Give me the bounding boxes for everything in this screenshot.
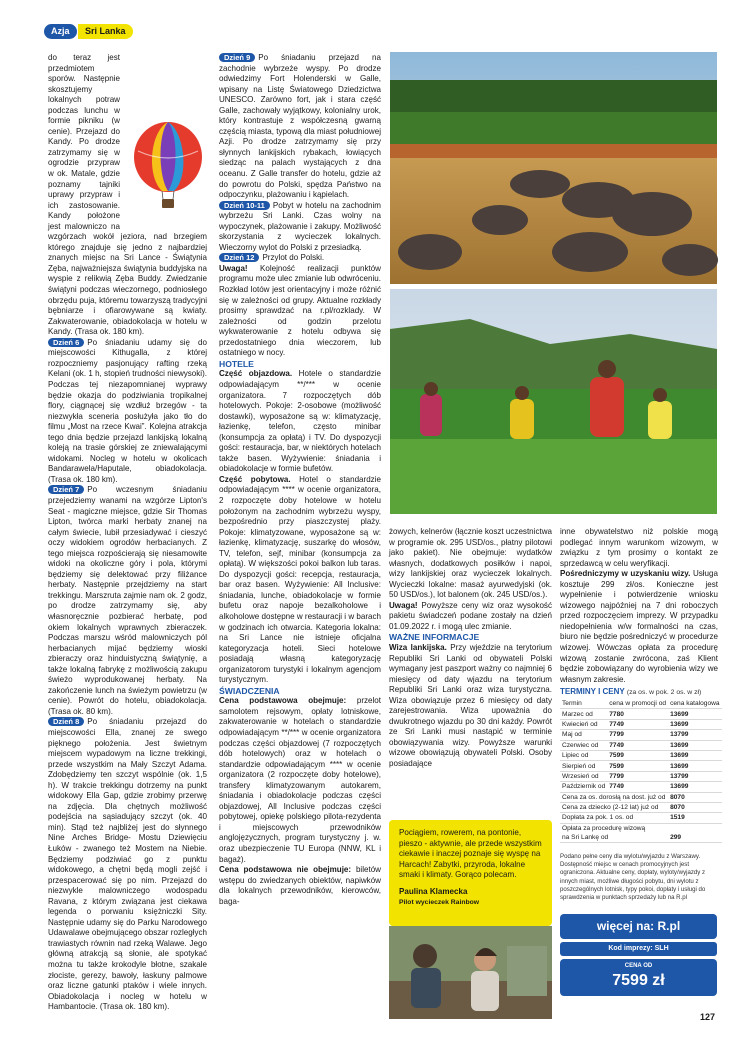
th-catalog: cena katalogowa [670, 700, 720, 708]
column-3 [389, 527, 552, 817]
pilot-role: Pilot wycieczek Rainbow [399, 898, 480, 906]
page-number: 127 [700, 1012, 716, 1022]
czesc-objazdowa-label: Część objazdowa. [219, 369, 293, 379]
wazne-heading: WAŻNE INFORMACJE [389, 632, 480, 643]
table-header-row [560, 699, 722, 709]
extras-row: Opłata za procedurę wizową [562, 824, 646, 832]
column-2 [219, 53, 381, 1008]
day-12-text: Przylot do Polski. [262, 253, 325, 263]
country-tag: Sri Lanka [78, 24, 133, 39]
day-9-chip: Dzień 9 [219, 53, 255, 62]
table-row: Kwiecień od 7749 13699 [560, 719, 722, 729]
day-8-text: Po śniadaniu przejazd do miejscowości Ella, znanej ze swego pięknego położenia. Jest świetnym miejscem wypadowym na liczne trekkingi, przede wszystkim na Mały Szczyt Adama. Zdobędziemy ten szczyt wspólnie (ok. 1,5 h). W trakcie trekkingu dotrzemy na punkt widokowy Ella Gap, gdzie zrobimy przerwę na zdjęcia. Dla chętnych możliwość podejścia na sąsiadujący szczyt (ok. 40 min). Stąd też najbliżej jest do słynnego Nine Arches Bridge- Mostu Dziewięciu Łuków - zwanego też Mostem na Niebie. Będziemy podziwiać go z punktu widokowego, a chętni będą mogli zejść i przespacerować się po nim. Przejazd do niezwykle malowniczego wodospadu Ravana, z którym związana jest ciekawa legenda o porwaniu księżniczki Sity. Następnie udamy się do Parku Narodowego Udawalawe obejmującego obszar rozległych trawiastych równin nad rzeką Walawe. Jego główną atrakcją są słonie, ale spotykać można tu także krokodyle błotne, szakale złociste, gerezy, bawoły, łaskuny palmowe oraz liczne gatunki ptaków i wiele innych. Obiadokolacja i nocleg w hotelu w Hambantocie. (Trasa ok. 180 km). [48, 717, 207, 1012]
posredniczymy-label: Pośredniczymy w uzyskaniu wizy. [560, 569, 691, 579]
table-row: Maj od 7799 13799 [560, 730, 722, 740]
table-row: Październik od 7749 13699 [560, 782, 722, 792]
tea-pickers-photo [390, 289, 717, 514]
cena-obejmuje-label: Cena podstawowa obejmuje: [219, 696, 347, 706]
uwaga-text: Kolejność realizacji punktów programu może ulec zmianie lub odwróceniu. Rozkład lotów jest orientacyjny i może różnić się w zależności od grupy. Aktualne rozkłady prosimy sprawdzać na r.pl/rozklady. W zależności od godzin przelotu wykwaterowanie z hotelu odbywa się przedostatniego dnia wieczorem, lub ostatniego w nocy. [219, 263, 381, 358]
extras-row: Dopłata za pok. 1 os. od 1519 [560, 813, 722, 823]
day-10-11-text: Pobyt w hotelu na zachodnim wybrzeżu Sri Lanki. Czas wolny na wypoczynek, plażowanie i zakupy. Możliwość skorzystania z wycieczek lokalnych. Wieczorny wylot do Polski z przesiadką. [219, 200, 381, 252]
more-info-link[interactable]: więcej na: R.pl [560, 914, 717, 939]
czesc-pobytowa-text: Hotel o standardzie odpowiadającym **** w ocenie organizatora, 2 rozpoczęte doby hotelowe w hotelu położonym na zachodnim wybrzeżu wyspy, bezpośrednio przy piaszczystej plaży. Pokoje: klimatyzowane, wyposażone są w: łazienkę, klimatyzację, suszarkę do włosów, TV, telefon, sejf, minibar (konsumpcja za opłatą). W większości pokoi balkon lub taras. Do dyspozycji gości: recepcja, restauracja, bar oraz basen. Wyżywienie: All Inclusive: śniadania, lunche, obiadokolacje w formie bufetu oraz napoje bezalkoholowe i alkoholowe dostępne w restauracji i w barach w godzinach ich otwarcia. Kategoria lokalna: na Sri Lance nie istnieje oficjalna kategoryzacja hoteli. Sieci hotelowe posiadają własną kategoryzację organizatorom turystyki i lokalnym agencjom turystycznym. [219, 474, 381, 685]
uwaga-label: Uwaga! [219, 263, 248, 273]
pilot-quote-text: Pociągiem, rowerem, na pontonie, pieszo - aktywnie, ale przede wszystkim ciekawie i inaczej poznaje się wyspę na Harcach! Zabytki, przyroda, lokalne smaki i klimaty. Gorąco polecam. [399, 828, 542, 880]
day-7-chip: Dzień 7 [48, 485, 84, 494]
day-10-11-chip: Dzień 10-11 [219, 201, 270, 210]
wiza-cont: inne obywatelstwo niż polskie mogą podlegać innym warunkom wizowym, w związku z tym prosimy o kontakt ze sprzedawcą w celu weryfikacji. [560, 527, 718, 568]
czesc-pobytowa-label: Część pobytowa. [219, 474, 291, 484]
uwaga-2-label: Uwaga! [389, 600, 418, 610]
th-termin: Termin [560, 699, 607, 709]
prices-table [560, 699, 722, 843]
table-row: Czerwiec od 7749 13699 [560, 740, 722, 750]
czesc-objazdowa-text: Hotele o standardzie odpowiadającym **/*** w ocenie organizatora. 7 rozpoczętych dób hotelowych. Pokoje: 2-osobowe (możliwość dostawki), wyposażone są w: klimatyzację, łazienkę, telefon, często minibar (konsumpcja za opłatą) i TV. Do dyspozycji gości: restauracja, bar, w niektórych hotelach także basen. Wyżywienie: śniadania i obiadokolacje w formie bufetów. [219, 369, 381, 474]
extras-row: Cena za os. dorosłą na dost. już od 8070 [560, 792, 722, 802]
wiza-text: Przy wjeździe na terytorium Republiki Sri Lanki od obywateli Polski wymagany jest paszport ważny co najmniej 6 miesięcy od daty wjazdu na terytorium Republiki Sri Lanki oraz wiza turystyczna. Wiza obowiązuje przez 6 miesięcy od daty zarejestrowania. Wiza upoważnia do dwukrotnego wjazdu po 30 dni każdy. Powrót ze Sri Lanki musi nastąpić w terminie obowiązywania wizy. Powyższe warunki wizowe obowiązują obywateli Polski. Osoby posiadające [389, 643, 552, 769]
prices-subtitle: (za os. w pok. 2 os. w zł) [626, 689, 702, 696]
day-7-text: Po wczesnym śniadaniu przejedziemy wanami na wzgórze Lipton's Seat - magiczne miejsce, gdzie Sir Thomas Lipton, twórca marki herbaty znanej na całym świecie, lubił przesiadywać i cieszyć oczy widokiem ogrodów herbacianych. Z tego miejsca rozpościerają się niesamowite widoki na okoliczne góry i pola, którymi będziemy się delektować przy filiżance herbaty. Następnie przejdziemy na start trekkingu. Marszruta zajmie nam ok. 2 godz, po drodze zatrzymamy się, aby własnoręcznie pozbierać herbatę, pod okiem lokalnych wprawnych zbieraczek. Podczas marszu wśród malowniczych pól herbacianych mijać będziemy wioski zbieraczy oraz hinduistyczną świątynię, a także lokalną fabrykę z możliwością zakupu świeżo wyprodukowanej herbaty. Na zakończenie lunch na świeżym powietrzu (w cenie). Powrót do hotelu, obiadokolacja. (Trasa ok. 80 km). [48, 485, 207, 716]
table-row: Wrzesień od 7799 13799 [560, 771, 722, 781]
extras-row: Cena za dziecko (2-12 lat) już od 8070 [560, 802, 722, 812]
price-box [560, 959, 717, 996]
day-8-chip: Dzień 8 [48, 717, 84, 726]
price-label: CENA OD [624, 963, 653, 969]
day-6-chip: Dzień 6 [48, 338, 84, 347]
cena-nie-cont: żowych, kelnerów (łącznie koszt uczestnictwa w programie ok. 295 USD/os., płatny pilotowi jako pakiet). Nie obejmuje: wydatków własnych, dodatkowych posiłków i napoi, wizy lankijskiej oraz wycieczek lokalnych. Wycieczki lokalne: masaż ayurwedyjski (ok. 50 USD/os.), lot balonem (ok. 245 USD/os.). [389, 527, 552, 600]
pilot-quote-box [389, 820, 552, 926]
hotele-heading: HOTELE [219, 358, 254, 369]
posredniczymy-text: Usługa kosztuje 299 zł/os. Konieczne jest wypełnienie i potwierdzenie wniosku wizowego najpóźniej na 7 dni roboczych przed rozpoczęciem imprezy. W przypadku niedopełnienia w/w formalności na czas, biuro nie będzie pośredniczyć w procedurze wizowej. Wówczas opłata za procedurę wizową zostanie zwrócona, zaś Klient będzie zobowiązany do wyrobienia wizy we własnym zakresie. [560, 569, 718, 684]
table-row: Sierpień od 7599 13699 [560, 761, 722, 771]
day-5-cont: do teraz jest przedmiotem sporów. Następnie skosztujemy lokalnych potraw podczas lunchu w formie pikniku (w cenie). Przejazd do Kandy. Po drodze zatrzymamy się w ogrodzie przypraw w ok. Matale, gdzie poznamy tajniki uprawy przypraw i ich zastosowanie. Kandy położone jest malowniczo na wzgórzach wokół jeziora, nad brzegiem którego znajduje się jedno z najbardziej znanych miejsc na Sri Lance - Świątynia Zęba, najważniejsza świątynia buddyjska na wyspie z relikwią Zęba Buddy. Zwiedzanie świątyni podczas wieczornego, podniosłego obrzędu puja, któremu towarzyszą tradycyjni bębniarze i ofiarowywane są kwiaty. Zakwaterowanie, obiadokolacja w hotelu w Kandy. (Trasa ok. 180 km). [48, 53, 207, 337]
wiza-label: Wiza lankijska. [389, 643, 447, 653]
elephants-photo [390, 52, 717, 284]
uwaga-2-text: Powyższe ceny wiz oraz wysokość pakietu świadczeń podane zostały na dzień 01.09.2022 r. i mogą ulec zmianie. [389, 600, 552, 631]
table-row: Lipiec od 7599 13699 [560, 750, 722, 760]
cena-nie-obejmuje-label: Cena podstawowa nie obejmuje: [219, 865, 352, 875]
cena-obejmuje-text: przelot samolotem rejsowym, opłaty lotniskowe, zakwaterowanie w hotelach o standardzie odpowiadającym **/*** w ocenie organizatora podczas części objazdowej (7 rozpoczętych dób hotelowych) oraz w hotelach o standardzie odpowiadającym **** w ocenie organizatora (2 rozpoczęte doby hotelowe), transfery klimatyzowanym autokarem, śniadania i obiadokolacje podczas części objazdowej, All Inclusive podczas części pobytowej, opiekę polskiego pilota-rezydenta i miejscowych przewodników anglojęzycznych, program turystyczny j. w. oraz ubezpieczenie TU Europa (NNW, KL i bagaż). [219, 696, 381, 864]
swiadczenia-heading: ŚWIADCZENIA [219, 685, 280, 696]
trip-code: Kod imprezy: SLH [560, 942, 717, 956]
column-4 [560, 527, 718, 684]
hot-air-balloon-image [124, 121, 210, 221]
day-12-chip: Dzień 12 [219, 253, 259, 262]
day-9-text: Po śniadaniu przejazd na zachodnie wybrzeże wyspy. Po drodze odwiedzimy Fort Holenderski w Galle, wpisany na Listę Światowego Dziedzictwa UNESCO. Zarówno fort, jak i stara część Galle, zachowały wyjątkowy, kolonialny urok, który kontrastuje z współczesną gwarną częścią miasta, typową dla miast południowej Azji. Po drodze zatrzymamy się przy słynnych lankijskich rybakach, łowiących siedząc na palach wystających z dna oceanu. Z Galle transfer do hotelu, gdzie aż do powrotu do Polski, spędza Państwo na odpoczynku, plażowaniu i kąpielach. [219, 53, 381, 200]
region-tag: Azja [44, 24, 77, 39]
table-row: Marzec od 7780 13699 [560, 709, 722, 719]
pilot-photo [389, 926, 552, 1019]
prices-title: TERMINY I CENY (za os. w pok. 2 os. w zł) [560, 687, 702, 696]
column-1 [48, 53, 207, 1012]
extras-row: na Sri Lankę od 299 [560, 833, 722, 843]
prices-notes: Podano pełne ceny dla wylotu/wyjazdu z Warszawy. Dostępność miejsc w cenach promocyjnych jest ograniczona. Aktualne ceny, dopłaty, wyloty/wyjazdy z innych miast, możliwe długości pobytu, dni wylotu z poszczególnych lotnisk, typy pokoi, dopłaty i usługi do sprawdzenia w punktach sprzedaży lub na R.pl [560, 853, 706, 902]
price-value: 7599 zł [612, 972, 665, 989]
day-6-text: Po śniadaniu udamy się do miejscowości Kithugalla, z której rozpoczniemy pasjonujący rafting rzeką Kelani (ok. 1 h, stopień trudności niewysoki). Podczas tej niezapomnianej wyprawy będzie okazja do podziwiania tropikalnej flory, ciągnącej się wzdłuż brzegów - ta niezwykła sceneria posłużyła jako tło do filmu „Most na rzece Kwai”. Kolejna atrakcja tego dnia będzie przejazd lankijską lokalną koleją na trasie górskiej ze zniewalającymi widokami. Nocleg w hotelu w okolicach Bandarawela/Haputale, obiadokolacja. (Trasa ok. 180 km). [48, 337, 207, 484]
pilot-name: Paulina Klamecka [399, 886, 468, 896]
cena-nie-obejmuje-text: biletów wstępu do zwiedzanych obiektów, napiwków dla lokalnych przewodników, kierowców, baga- [219, 865, 381, 906]
th-promo: cena w promocji od [609, 700, 667, 708]
